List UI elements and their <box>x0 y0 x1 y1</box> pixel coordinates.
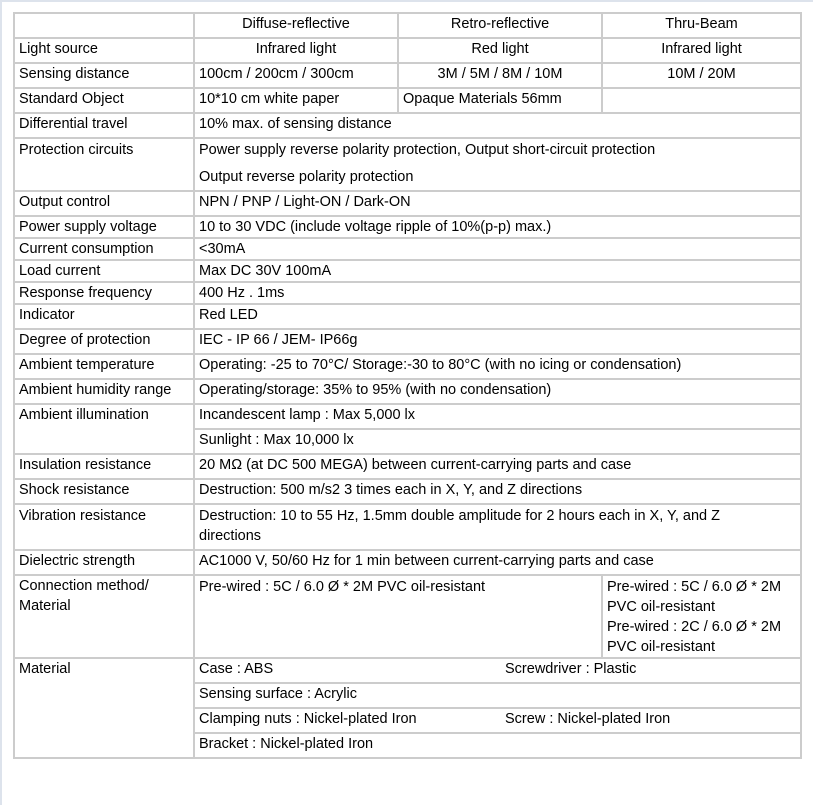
table-row <box>14 404 801 429</box>
material-screwdriver: Screwdriver : Plastic <box>505 661 637 677</box>
row-label: Response frequency <box>14 282 194 304</box>
table-row <box>14 260 801 282</box>
table-row <box>14 379 801 404</box>
cell-retro: Opaque Materials 56mm <box>398 88 602 113</box>
material-screw: Screw : Nickel-plated Iron <box>505 711 671 727</box>
cell-value: AC1000 V, 50/60 Hz for 1 min between current-carrying parts and case <box>194 550 801 575</box>
header-diffuse: Diffuse-reflective <box>194 13 398 38</box>
page-frame-top <box>0 0 813 2</box>
table-row <box>14 354 801 379</box>
table-row <box>14 329 801 354</box>
protection-line-1: Power supply reverse polarity protection, Output short-circuit protection <box>199 142 656 158</box>
material-bracket: Bracket : Nickel-plated Iron <box>194 733 801 758</box>
cell-retro: Red light <box>398 38 602 63</box>
cell-value: <30mA <box>194 238 801 260</box>
row-label: Output control <box>14 191 194 216</box>
cell-diffuse: 10*10 cm white paper <box>194 88 398 113</box>
material-case: Case : ABS <box>199 661 274 677</box>
cell-retro: 3M / 5M / 8M / 10M <box>398 63 602 88</box>
row-label: Ambient temperature <box>14 354 194 379</box>
row-label: Load current <box>14 260 194 282</box>
table-row <box>14 575 801 658</box>
cell-value: 10 to 30 VDC (include voltage ripple of 10%(p-p) max.) <box>194 216 801 238</box>
connection-label-line-1: Connection method/ <box>19 578 149 594</box>
connection-thru-line-3: Pre-wired : 2C / 6.0 Ø * 2M <box>607 619 782 635</box>
row-label: Standard Object <box>14 88 194 113</box>
cell-value: Operating: -25 to 70°C/ Storage:-30 to 80°C (with no icing or condensation) <box>194 354 801 379</box>
cell-value: NPN / PNP / Light-ON / Dark-ON <box>194 191 801 216</box>
header-retro: Retro-reflective <box>398 13 602 38</box>
table-row <box>14 238 801 260</box>
cell-diffuse: Infrared light <box>194 38 398 63</box>
table-row <box>14 138 801 191</box>
connection-thru-line-4: PVC oil-resistant <box>607 639 715 655</box>
connection-label-line-2: Material <box>19 598 71 614</box>
table-row <box>14 454 801 479</box>
material-line-3 <box>194 708 801 733</box>
header-row <box>14 13 801 38</box>
row-label: Material <box>14 658 194 758</box>
row-label: Differential travel <box>14 113 194 138</box>
connection-thru-line-1: Pre-wired : 5C / 6.0 Ø * 2M <box>607 579 782 595</box>
cell-value: Destruction: 500 m/s2 3 times each in X, Y, and Z directions <box>194 479 801 504</box>
illumination-line-2: Sunlight : Max 10,000 lx <box>194 429 801 454</box>
row-label: Insulation resistance <box>14 454 194 479</box>
table-row <box>14 282 801 304</box>
row-label: Ambient humidity range <box>14 379 194 404</box>
cell-value: 20 MΩ (at DC 500 MEGA) between current-carrying parts and case <box>194 454 801 479</box>
cell-value: IEC - IP 66 / JEM- IP66g <box>194 329 801 354</box>
row-label <box>14 575 194 658</box>
row-label: Shock resistance <box>14 479 194 504</box>
connection-thru <box>602 575 801 658</box>
material-sensing-surface: Sensing surface : Acrylic <box>194 683 801 708</box>
cell-diffuse: 100cm / 200cm / 300cm <box>194 63 398 88</box>
cell-value: 400 Hz . 1ms <box>194 282 801 304</box>
row-label: Current consumption <box>14 238 194 260</box>
table-row <box>14 550 801 575</box>
table-row <box>14 216 801 238</box>
table-row <box>14 304 801 329</box>
cell-thru: 10M / 20M <box>602 63 801 88</box>
connection-thru-line-2: PVC oil-resistant <box>607 599 715 615</box>
row-label: Indicator <box>14 304 194 329</box>
row-label: Protection circuits <box>14 138 194 191</box>
cell-thru: Infrared light <box>602 38 801 63</box>
cell-value: Red LED <box>194 304 801 329</box>
table-row <box>14 38 801 63</box>
material-clamping-nuts: Clamping nuts : Nickel-plated Iron <box>199 711 417 727</box>
protection-line-2: Output reverse polarity protection <box>199 169 414 185</box>
table-row <box>14 88 801 113</box>
header-blank <box>14 13 194 38</box>
row-label: Vibration resistance <box>14 504 194 550</box>
table-row <box>14 63 801 88</box>
material-line-1 <box>194 658 801 683</box>
row-label: Sensing distance <box>14 63 194 88</box>
header-thru: Thru-Beam <box>602 13 801 38</box>
spec-table <box>13 12 802 759</box>
page-frame-left <box>0 0 2 805</box>
row-label: Light source <box>14 38 194 63</box>
table-row <box>14 191 801 216</box>
cell-value <box>194 138 801 191</box>
cell-value: Destruction: 10 to 55 Hz, 1.5mm double amplitude for 2 hours each in X, Y, and Z directions <box>194 504 801 550</box>
table-row <box>14 658 801 683</box>
connection-main: Pre-wired : 5C / 6.0 Ø * 2M PVC oil-resistant <box>194 575 602 658</box>
cell-value: Max DC 30V 100mA <box>194 260 801 282</box>
cell-value: Operating/storage: 35% to 95% (with no condensation) <box>194 379 801 404</box>
table-row <box>14 479 801 504</box>
row-label: Power supply voltage <box>14 216 194 238</box>
table-row <box>14 113 801 138</box>
row-label: Dielectric strength <box>14 550 194 575</box>
cell-thru <box>602 88 801 113</box>
illumination-line-1: Incandescent lamp : Max 5,000 lx <box>194 404 801 429</box>
table-row <box>14 504 801 550</box>
row-label: Ambient illumination <box>14 404 194 454</box>
row-label: Degree of protection <box>14 329 194 354</box>
cell-value: 10% max. of sensing distance <box>194 113 801 138</box>
